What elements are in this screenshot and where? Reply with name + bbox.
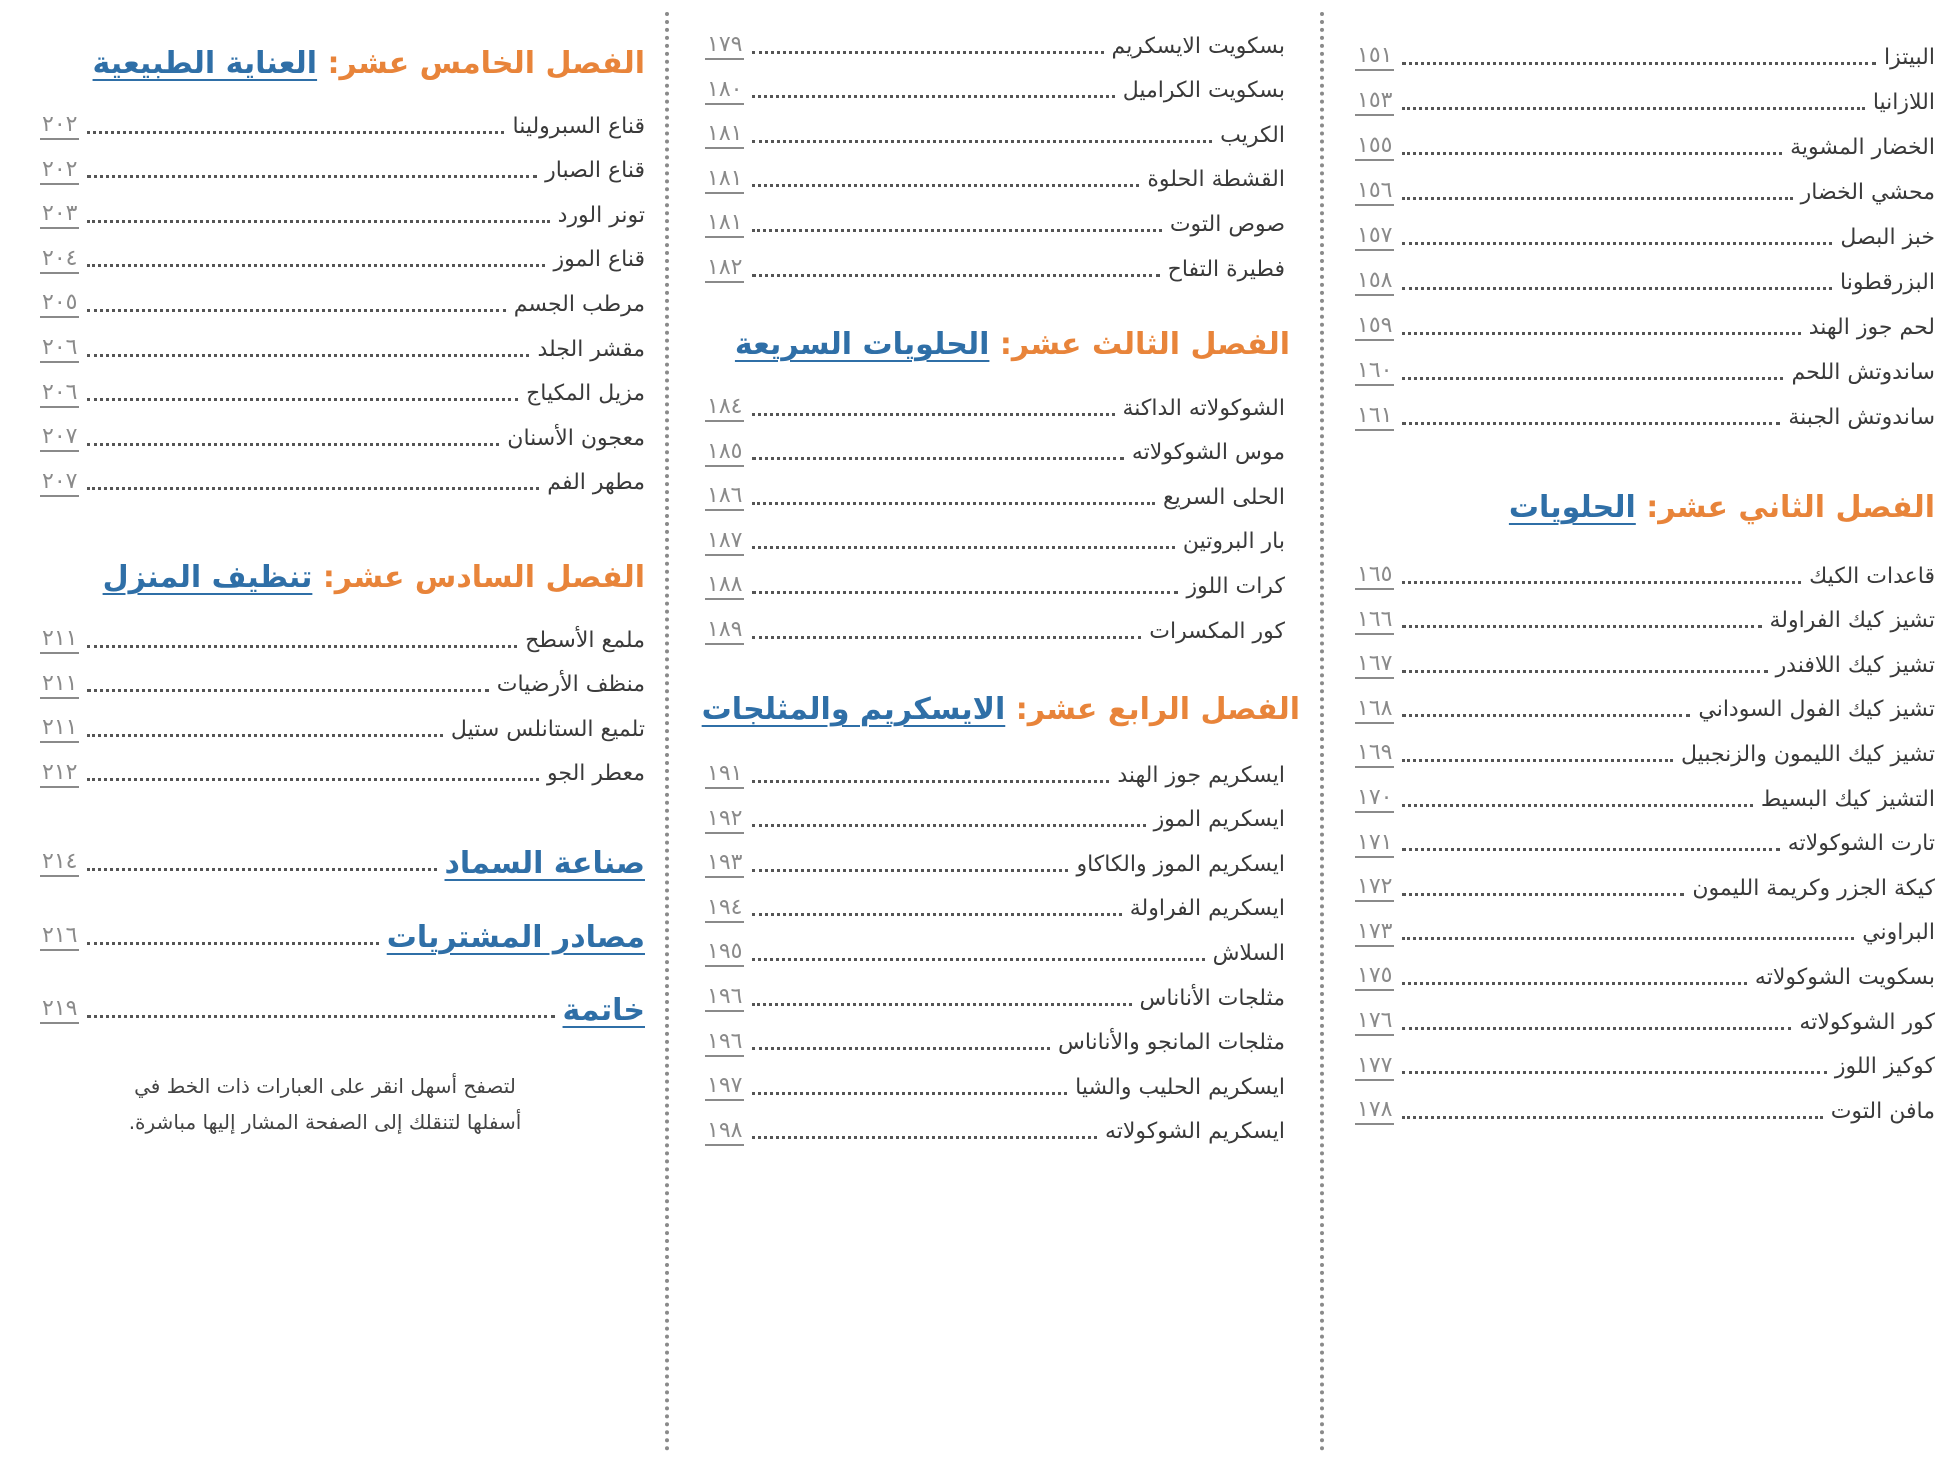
page-number-link[interactable]: ١٩٨ [705, 1118, 744, 1146]
page-number-link[interactable]: ١٨١ [705, 210, 744, 238]
toc-entry-label: بار البروتين [1182, 529, 1285, 555]
toc-entry-label: ايسكريم جوز الهند [1117, 762, 1285, 788]
toc-entry[interactable] [40, 195, 645, 235]
toc-entry-label: ايسكريم الفراولة [1129, 896, 1285, 922]
toc-entry-label: ايسكريم الحليب والشيا [1075, 1074, 1285, 1100]
toc-entry-label: تارت الشوكولاته [1787, 831, 1935, 857]
toc-entry[interactable] [40, 151, 645, 191]
toc-entry[interactable] [1355, 1091, 1935, 1131]
toc-entry[interactable] [1355, 645, 1935, 685]
toc-entry-label: مثلجات المانجو والأناناس [1057, 1030, 1285, 1056]
dot-leader [752, 824, 1145, 827]
page-number-link[interactable]: ٢١١ [40, 626, 79, 654]
toc-entry[interactable] [705, 26, 1285, 66]
toc-entry-label: تشيز كيك اللافندر [1775, 652, 1935, 678]
toc-entry[interactable] [40, 665, 645, 705]
chapter-heading [702, 690, 1300, 730]
toc-entry-label: القشطة الحلوة [1147, 167, 1285, 193]
dot-leader [87, 868, 436, 871]
chapter-number: الفصل الرابع عشر: [1015, 692, 1300, 727]
dot-leader [752, 457, 1123, 460]
dot-leader [752, 958, 1204, 961]
page-number-link[interactable]: ٢١١ [40, 671, 79, 699]
dot-leader [87, 443, 499, 446]
page-number-link[interactable]: ١٧٧ [1355, 1053, 1394, 1081]
toc-entry-label: البيتزا [1884, 44, 1935, 70]
toc-entry-label: مطهر الفم [547, 470, 645, 496]
page-number-link[interactable]: ١٦١ [1355, 403, 1394, 431]
chapter-number: الفصل السادس عشر: [322, 560, 645, 595]
toc-entry-label: فطيرة التفاح [1167, 256, 1285, 282]
page-number-link[interactable]: ١٨٤ [705, 394, 744, 422]
dot-leader [1402, 625, 1761, 628]
toc-entry[interactable] [705, 71, 1285, 111]
toc-entry[interactable] [1355, 82, 1935, 122]
dot-leader [1402, 332, 1800, 335]
dot-leader [752, 140, 1212, 143]
dot-leader [1402, 377, 1783, 380]
dot-leader [87, 487, 539, 490]
toc-entry-label: بسكويت الشوكولاته [1754, 964, 1935, 990]
chapter-heading [103, 558, 645, 598]
toc-entry-label: لحم جوز الهند [1808, 314, 1935, 340]
toc-section-link[interactable] [40, 843, 645, 883]
toc-entry[interactable] [40, 754, 645, 794]
toc-entry-label: قاعدات الكيك [1809, 563, 1935, 589]
toc-column-middle [701, 0, 1300, 1459]
page-number-link[interactable]: ١٨٩ [705, 617, 744, 645]
chapter-title-link[interactable]: الحلويات السريعة [734, 327, 990, 362]
dot-leader [1402, 107, 1864, 110]
page-number-link[interactable]: ١٨٢ [705, 255, 744, 283]
toc-entry-label: تلميع الستانلس ستيل [450, 716, 645, 742]
page-number-link[interactable]: ١٥٧ [1355, 223, 1394, 251]
toc-entry[interactable] [1355, 913, 1935, 953]
dot-leader [1402, 982, 1746, 985]
dot-leader [752, 869, 1068, 872]
toc-column-right [1355, 0, 1935, 1459]
toc-entry[interactable] [1355, 868, 1935, 908]
toc-entry[interactable] [705, 388, 1285, 428]
toc-entry-label: قناع الصبار [545, 158, 645, 184]
page-number-link[interactable]: ١٧٨ [1355, 1097, 1394, 1125]
toc-entry-label: معطر الجو [547, 761, 645, 787]
dot-leader [87, 778, 539, 781]
toc-entry[interactable] [705, 204, 1285, 244]
toc-entry[interactable] [705, 249, 1285, 289]
dot-leader [87, 309, 505, 312]
chapter-number: الفصل الثاني عشر: [1646, 490, 1935, 525]
toc-entry[interactable] [705, 522, 1285, 562]
dot-leader [87, 645, 517, 648]
dot-leader [87, 131, 504, 134]
toc-entry[interactable] [40, 284, 645, 324]
toc-entry-label: مافن التوت [1830, 1098, 1935, 1124]
toc-entry[interactable] [40, 709, 645, 749]
toc-entry-label: تشيز كيك الفول السوداني [1698, 697, 1935, 723]
navigation-note [65, 1068, 585, 1140]
toc-entry[interactable] [1355, 824, 1935, 864]
toc-entry-label: ايسكريم الموز والكاكاو [1076, 851, 1285, 877]
dot-leader [752, 1047, 1050, 1050]
note-line: أسفلها لتنقلك إلى الصفحة المشار إليها مباشرة. [128, 1110, 522, 1134]
page-number-link[interactable]: ٢٠٦ [40, 335, 79, 363]
dot-leader [752, 546, 1174, 549]
page-number-link[interactable]: ٢١٢ [40, 760, 79, 788]
page-number-link[interactable]: ١٥٣ [1355, 88, 1394, 116]
dot-leader [1402, 848, 1779, 851]
page-number-link[interactable]: ٢٠٤ [40, 246, 79, 274]
toc-entry[interactable] [705, 1112, 1285, 1152]
page-number-link[interactable]: ١٥١ [1355, 43, 1394, 71]
toc-entry-label: السلاش [1212, 940, 1285, 966]
toc-section-link[interactable] [40, 917, 645, 957]
dot-leader [1402, 62, 1876, 65]
page-number-link[interactable]: ٢٠٧ [40, 469, 79, 497]
page-number-link[interactable]: ١٨٧ [705, 528, 744, 556]
toc-entry[interactable] [705, 978, 1285, 1018]
toc-entry[interactable] [40, 418, 645, 458]
toc-entry[interactable] [40, 620, 645, 660]
toc-entry-label: تونر الورد [557, 202, 645, 228]
page-number-link[interactable]: ٢٠٣ [40, 201, 79, 229]
dot-leader [1402, 152, 1782, 155]
page-number-link[interactable]: ١٧٥ [1355, 963, 1394, 991]
page-number-link[interactable]: ٢٠٢ [40, 112, 79, 140]
dot-leader [1402, 714, 1690, 717]
dot-leader [752, 229, 1161, 232]
toc-entry-label: معجون الأسنان [507, 425, 645, 451]
toc-entry-label: التشيز كيك البسيط [1760, 786, 1935, 812]
toc-entry-label: الكريب [1220, 122, 1285, 148]
page-number-link[interactable]: ١٥٥ [1355, 133, 1394, 161]
page-number-link[interactable]: ١٩١ [705, 761, 744, 789]
toc-entry[interactable] [705, 1023, 1285, 1063]
page-number-link[interactable]: ٢٠٧ [40, 424, 79, 452]
dot-leader [1402, 581, 1801, 584]
dot-leader [1402, 197, 1792, 200]
dot-leader [1402, 1116, 1822, 1119]
dot-leader [87, 264, 545, 267]
dot-leader [752, 184, 1139, 187]
page-number-link[interactable]: ١٦٨ [1355, 696, 1394, 724]
toc-entry[interactable] [40, 240, 645, 280]
dot-leader [87, 354, 529, 357]
dot-leader [1402, 893, 1684, 896]
dot-leader [1402, 422, 1780, 425]
page-number-link[interactable]: ١٦٩ [1355, 740, 1394, 768]
chapter-heading [1509, 488, 1935, 528]
toc-entry[interactable] [1355, 397, 1935, 437]
dot-leader [752, 274, 1159, 277]
dot-leader [1402, 1027, 1791, 1030]
toc-entry-label: ملمع الأسطح [525, 627, 645, 653]
page-number-link[interactable]: ١٨٦ [705, 483, 744, 511]
toc-entry-label: قناع السبرولينا [512, 113, 645, 139]
dot-leader [1402, 287, 1832, 290]
chapter-title-link[interactable]: تنظيف المنزل [102, 560, 313, 595]
dot-leader [752, 780, 1109, 783]
page-number-link[interactable]: ١٧٢ [1355, 874, 1394, 902]
toc-entry-label: موس الشوكولاته [1131, 440, 1285, 466]
dot-leader [752, 502, 1155, 505]
page-number-link[interactable]: ٢٠٢ [40, 157, 79, 185]
page-number-link[interactable]: ١٥٩ [1355, 313, 1394, 341]
chapter-title-link[interactable]: العناية الطبيعية [92, 46, 318, 81]
toc-entry-label: بسكويت الايسكريم [1111, 33, 1285, 59]
toc-entry[interactable] [1355, 262, 1935, 302]
page-number-link[interactable]: ١٩٥ [705, 939, 744, 967]
toc-entry[interactable] [1355, 556, 1935, 596]
toc-entry-label: كوكيز اللوز [1834, 1054, 1935, 1080]
page-number-link[interactable]: ٢١٤ [40, 849, 79, 877]
dot-leader [752, 1092, 1067, 1095]
toc-entry-label: الشوكولاته الداكنة [1122, 395, 1285, 421]
toc-entry[interactable] [705, 844, 1285, 884]
dot-leader [752, 413, 1114, 416]
toc-entry[interactable] [1355, 1002, 1935, 1042]
toc-entry[interactable] [1355, 37, 1935, 77]
toc-entry-label: الخضار المشوية [1790, 134, 1935, 160]
page-number-link[interactable]: ١٨٨ [705, 572, 744, 600]
page-number-link[interactable]: ٢١٦ [40, 923, 79, 951]
toc-entry-label: تشيز كيك الليمون والزنجبيل [1681, 741, 1935, 767]
dot-leader [1402, 759, 1673, 762]
page-number-link[interactable]: ١٩٦ [705, 984, 744, 1012]
page-number-link[interactable]: ١٩٢ [705, 806, 744, 834]
toc-entry[interactable] [1355, 690, 1935, 730]
dot-leader [1402, 242, 1832, 245]
page-number-link[interactable]: ١٧٦ [1355, 1008, 1394, 1036]
toc-entry-label: مزيل المكياج [526, 381, 645, 407]
page-number-link[interactable]: ١٩٦ [705, 1029, 744, 1057]
toc-entry[interactable] [705, 160, 1285, 200]
toc-entry-label: ايسكريم الشوكولاته [1104, 1119, 1285, 1145]
toc-entry-label: البراوني [1862, 920, 1935, 946]
toc-entry[interactable] [1355, 601, 1935, 641]
toc-entry-label: كور المكسرات [1149, 618, 1285, 644]
toc-entry-label: كرات اللوز [1186, 573, 1285, 599]
page-number-link[interactable]: ١٨٥ [705, 439, 744, 467]
toc-entry-label: قناع الموز [553, 247, 645, 273]
toc-entry[interactable] [705, 800, 1285, 840]
page-number-link[interactable]: ٢١٩ [40, 996, 79, 1024]
toc-entry[interactable] [1355, 1047, 1935, 1087]
toc-entry[interactable] [40, 463, 645, 503]
toc-entry[interactable] [1355, 352, 1935, 392]
toc-entry[interactable] [40, 329, 645, 369]
toc-entry[interactable] [1355, 957, 1935, 997]
toc-entry-label: صناعة السماد [444, 845, 645, 881]
page-number-link[interactable]: ١٦٦ [1355, 607, 1394, 635]
column-divider [665, 12, 669, 1452]
dot-leader [752, 636, 1141, 639]
page-number-link[interactable]: ١٩٣ [705, 850, 744, 878]
dot-leader [87, 220, 549, 223]
dot-leader [752, 913, 1121, 916]
page-number-link[interactable]: ١٦٥ [1355, 562, 1394, 590]
page-number-link[interactable]: ١٩٤ [705, 895, 744, 923]
chapter-title-link[interactable]: الايسكريم والمثلجات [701, 692, 1006, 727]
toc-entry-label: محشي الخضار [1800, 179, 1935, 205]
page-number-link[interactable]: ١٨١ [705, 121, 744, 149]
toc-entry-label: خاتمة [562, 992, 645, 1028]
column-divider [1320, 12, 1324, 1452]
toc-entry-label: ايسكريم الموز [1153, 807, 1285, 833]
page-number-link[interactable]: ١٧٩ [705, 32, 744, 60]
chapter-title-link[interactable]: الحلويات [1508, 490, 1636, 525]
toc-entry[interactable] [40, 374, 645, 414]
toc-section-link[interactable] [40, 990, 645, 1030]
dot-leader [87, 734, 442, 737]
toc-entry-label: منظف الأرضيات [496, 672, 645, 698]
toc-entry-label: اللازانيا [1872, 89, 1935, 115]
page-number-link[interactable]: ١٩٧ [705, 1073, 744, 1101]
page-number-link[interactable]: ٢٠٥ [40, 290, 79, 318]
page-number-link[interactable]: ١٦٧ [1355, 651, 1394, 679]
page-number-link[interactable]: ١٨٠ [705, 77, 744, 105]
dot-leader [1402, 937, 1854, 940]
toc-entry[interactable] [40, 106, 645, 146]
chapter-heading [735, 325, 1290, 365]
chapter-heading [93, 44, 645, 84]
toc-entry[interactable] [705, 566, 1285, 606]
toc-entry[interactable] [705, 477, 1285, 517]
toc-entry[interactable] [705, 889, 1285, 929]
toc-entry-label: مرطب الجسم [513, 291, 645, 317]
page-number-link[interactable]: ١٦٠ [1355, 358, 1394, 386]
dot-leader [87, 175, 537, 178]
toc-entry[interactable] [1355, 779, 1935, 819]
toc-entry-label: بسكويت الكراميل [1122, 78, 1285, 104]
toc-entry-label: مصادر المشتريات [386, 919, 645, 955]
page-number-link[interactable]: ١٧١ [1355, 830, 1394, 858]
page-number-link[interactable]: ١٥٨ [1355, 268, 1394, 296]
page-number-link[interactable]: ١٨١ [705, 166, 744, 194]
toc-entry[interactable] [1355, 172, 1935, 212]
toc-entry-label: البزرقطونا [1840, 269, 1935, 295]
note-line: لتصفح أسهل انقر على العبارات ذات الخط في [134, 1074, 516, 1098]
toc-entry[interactable] [705, 755, 1285, 795]
dot-leader [752, 51, 1103, 54]
dot-leader [87, 398, 518, 401]
toc-entry[interactable] [705, 611, 1285, 651]
page-number-link[interactable]: ١٧٠ [1355, 785, 1394, 813]
dot-leader [1402, 804, 1752, 807]
toc-column-left [40, 0, 645, 1459]
page-number-link[interactable]: ١٧٣ [1355, 919, 1394, 947]
toc-entry-label: صوص التوت [1169, 211, 1285, 237]
dot-leader [752, 591, 1178, 594]
toc-entry-label: مقشر الجلد [537, 336, 645, 362]
toc-entry[interactable] [705, 1067, 1285, 1107]
toc-entry-label: خبز البصل [1840, 224, 1935, 250]
page-number-link[interactable]: ٢١١ [40, 715, 79, 743]
dot-leader [752, 95, 1114, 98]
dot-leader [752, 1003, 1131, 1006]
dot-leader [87, 689, 488, 692]
page-number-link[interactable]: ١٥٦ [1355, 178, 1394, 206]
toc-entry[interactable] [705, 115, 1285, 155]
dot-leader [87, 1015, 554, 1018]
toc-entry-label: الحلى السريع [1162, 484, 1285, 510]
toc-entry[interactable] [1355, 127, 1935, 167]
chapter-number: الفصل الخامس عشر: [327, 46, 645, 81]
toc-entry-label: كور الشوكولاته [1799, 1009, 1935, 1035]
dot-leader [752, 1136, 1097, 1139]
chapter-number: الفصل الثالث عشر: [999, 327, 1290, 362]
toc-entry[interactable] [1355, 307, 1935, 347]
toc-entry[interactable] [1355, 734, 1935, 774]
toc-entry-label: ساندوتش اللحم [1791, 359, 1935, 385]
page-number-link[interactable]: ٢٠٦ [40, 380, 79, 408]
toc-entry[interactable] [705, 433, 1285, 473]
dot-leader [87, 942, 378, 945]
toc-entry[interactable] [705, 933, 1285, 973]
toc-entry-label: كيكة الجزر وكريمة الليمون [1692, 875, 1935, 901]
toc-entry-label: مثلجات الأناناس [1139, 985, 1285, 1011]
toc-entry-label: ساندوتش الجبنة [1788, 404, 1935, 430]
toc-entry-label: تشيز كيك الفراولة [1769, 608, 1935, 634]
dot-leader [1402, 670, 1767, 673]
dot-leader [1402, 1071, 1826, 1074]
toc-entry[interactable] [1355, 217, 1935, 257]
